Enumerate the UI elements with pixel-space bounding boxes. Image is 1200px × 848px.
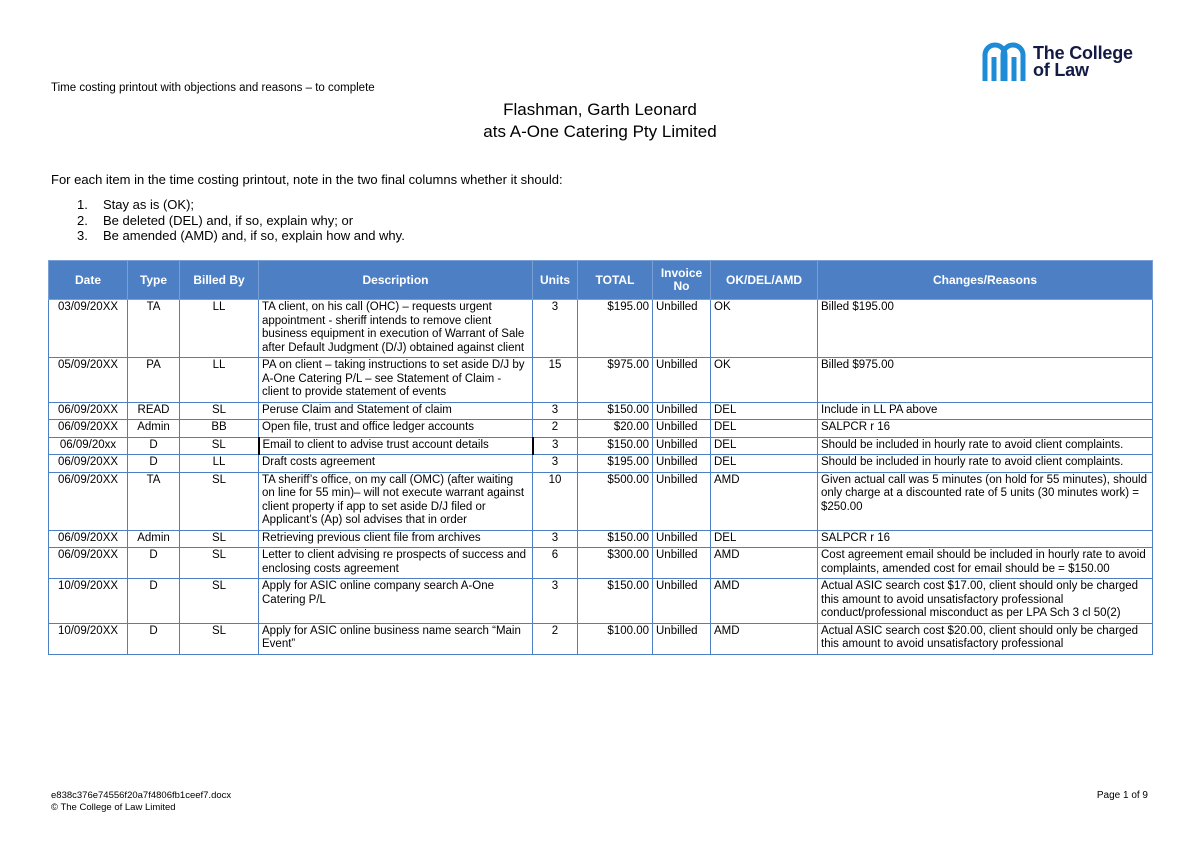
cell-type: TA [128, 472, 180, 530]
cell-invoice-no: Unbilled [653, 530, 711, 548]
cell-units: 3 [533, 437, 578, 455]
cell-date: 03/09/20XX [49, 300, 128, 358]
cell-type: D [128, 437, 180, 455]
cell-description: Draft costs agreement [259, 455, 533, 473]
cell-description: PA on client – taking instructions to set aside D/J by A-One Catering P/L – see Statement of Claim - client to provide statement of events [259, 358, 533, 403]
cell-billed-by: SL [180, 548, 259, 579]
cell-billed-by: LL [180, 455, 259, 473]
cell-date: 10/09/20XX [49, 623, 128, 654]
cell-type: READ [128, 402, 180, 420]
cell-invoice-no: Unbilled [653, 579, 711, 624]
cell-billed-by: SL [180, 402, 259, 420]
table-row [49, 623, 1153, 654]
cell-date: 06/09/20XX [49, 420, 128, 438]
cell-billed-by: LL [180, 300, 259, 358]
cell-date: 06/09/20XX [49, 455, 128, 473]
cell-billed-by: SL [180, 437, 259, 455]
column-header-type: Type [128, 261, 180, 300]
logo-line2: of Law [1033, 60, 1089, 80]
cell-invoice-no: Unbilled [653, 455, 711, 473]
college-of-law-logo [981, 38, 1133, 86]
cell-invoice-no: Unbilled [653, 420, 711, 438]
table-row [49, 437, 1153, 455]
cell-total: $300.00 [578, 548, 653, 579]
cell-type: D [128, 579, 180, 624]
cell-date: 06/09/20XX [49, 472, 128, 530]
instructions-list [51, 197, 405, 244]
cell-units: 3 [533, 530, 578, 548]
cell-description: TA client, on his call (OHC) – requests urgent appointment - sheriff intends to remove client business equipment in execution of Warrant of Sale after Default Judgment (D/J) obtained against client [259, 300, 533, 358]
cell-invoice-no: Unbilled [653, 300, 711, 358]
cell-billed-by: SL [180, 579, 259, 624]
cell-description: Apply for ASIC online business name search “Main Event” [259, 623, 533, 654]
cell-changes-reasons: Billed $195.00 [818, 300, 1153, 358]
column-header-description: Description [259, 261, 533, 300]
cell-invoice-no: Unbilled [653, 402, 711, 420]
cell-invoice-no: Unbilled [653, 437, 711, 455]
cell-description: Letter to client advising re prospects of success and enclosing costs agreement [259, 548, 533, 579]
cell-total: $100.00 [578, 623, 653, 654]
cell-changes-reasons: Should be included in hourly rate to avoid client complaints. [818, 455, 1153, 473]
cell-date: 10/09/20XX [49, 579, 128, 624]
cell-total: $150.00 [578, 530, 653, 548]
cell-billed-by: LL [180, 358, 259, 403]
instruction-item: 3. Be amended (AMD) and, if so, explain how and why. [77, 228, 405, 243]
cell-type: D [128, 455, 180, 473]
instructions-intro: For each item in the time costing printout, note in the two final columns whether it should: [51, 172, 563, 187]
logo-line1: The College [1033, 43, 1133, 63]
cell-units: 15 [533, 358, 578, 403]
table-row [49, 548, 1153, 579]
cell-units: 2 [533, 420, 578, 438]
cell-type: PA [128, 358, 180, 403]
instruction-item: 2. Be deleted (DEL) and, if so, explain why; or [77, 212, 354, 228]
cell-changes-reasons: Should be included in hourly rate to avoid client complaints. [818, 437, 1153, 455]
logo-wordmark [1033, 45, 1133, 79]
document-title-line2: ats A-One Catering Pty Limited [483, 122, 717, 141]
cell-total: $150.00 [578, 402, 653, 420]
table-row [49, 402, 1153, 420]
table-row [49, 530, 1153, 548]
table-row [49, 300, 1153, 358]
cell-invoice-no: Unbilled [653, 623, 711, 654]
cell-units: 3 [533, 579, 578, 624]
cell-changes-reasons: Given actual call was 5 minutes (on hold for 55 minutes), should only charge at a discounted rate of 5 units (30 minutes work) = $250.00 [818, 472, 1153, 530]
cell-description: TA sheriff’s office, on my call (OMC) (after waiting on line for 55 min)– will not execute warrant against client property if app to set aside D/J filed or Applicant’s (Ap) sol advises that in order [259, 472, 533, 530]
cell-billed-by: BB [180, 420, 259, 438]
cell-total: $150.00 [578, 579, 653, 624]
cell-invoice-no: Unbilled [653, 472, 711, 530]
cell-status: AMD [711, 472, 818, 530]
cell-status: DEL [711, 530, 818, 548]
column-header-date: Date [49, 261, 128, 300]
cell-description: Open file, trust and office ledger accounts [259, 420, 533, 438]
cell-date: 06/09/20XX [49, 402, 128, 420]
table-row [49, 472, 1153, 530]
cell-type: D [128, 623, 180, 654]
cell-units: 3 [533, 300, 578, 358]
cell-total: $20.00 [578, 420, 653, 438]
cell-type: TA [128, 300, 180, 358]
cell-units: 3 [533, 455, 578, 473]
cell-status: OK [711, 358, 818, 403]
cell-description: Email to client to advise trust account details [259, 437, 533, 455]
cell-total: $500.00 [578, 472, 653, 530]
footer-filename: e838c376e74556f20a7f4806fb1ceef7.docx [51, 790, 232, 801]
cell-description: Retrieving previous client file from archives [259, 530, 533, 548]
cell-total: $195.00 [578, 455, 653, 473]
cell-changes-reasons: Actual ASIC search cost $20.00, client should only be charged this amount to avoid unsatisfactory professional [818, 623, 1153, 654]
cell-total: $975.00 [578, 358, 653, 403]
column-header-status: OK/DEL/AMD [711, 261, 818, 300]
column-header-changes-reasons: Changes/Reasons [818, 261, 1153, 300]
cell-date: 06/09/20xx [49, 437, 128, 455]
cell-units: 2 [533, 623, 578, 654]
cell-units: 3 [533, 402, 578, 420]
cell-type: Admin [128, 420, 180, 438]
cell-billed-by: SL [180, 530, 259, 548]
cell-total: $195.00 [578, 300, 653, 358]
cell-total: $150.00 [578, 437, 653, 455]
cell-date: 05/09/20XX [49, 358, 128, 403]
cell-changes-reasons: Billed $975.00 [818, 358, 1153, 403]
table-row [49, 579, 1153, 624]
cell-status: DEL [711, 455, 818, 473]
cell-status: AMD [711, 623, 818, 654]
cell-status: AMD [711, 548, 818, 579]
cell-date: 06/09/20XX [49, 548, 128, 579]
instruction-item: 1. Stay as is (OK); [77, 197, 195, 212]
cell-description: Peruse Claim and Statement of claim [259, 402, 533, 420]
cell-date: 06/09/20XX [49, 530, 128, 548]
cell-changes-reasons: Include in LL PA above [818, 402, 1153, 420]
time-costing-table [48, 260, 1153, 655]
table-header-row [49, 261, 1153, 300]
document-subheading: Time costing printout with objections and reasons – to complete [51, 82, 375, 94]
cell-units: 6 [533, 548, 578, 579]
column-header-total: TOTAL [578, 261, 653, 300]
footer-page-number: Page 1 of 9 [1096, 790, 1148, 801]
cell-billed-by: SL [180, 472, 259, 530]
footer-file-info [51, 790, 231, 814]
cell-changes-reasons: SALPCR r 16 [818, 530, 1153, 548]
cell-invoice-no: Unbilled [653, 358, 711, 403]
document-title-line1: Flashman, Garth Leonard [503, 100, 697, 119]
cell-type: Admin [128, 530, 180, 548]
cell-changes-reasons: SALPCR r 16 [818, 420, 1153, 438]
cell-status: AMD [711, 579, 818, 624]
cell-status: DEL [711, 402, 818, 420]
table-row [49, 455, 1153, 473]
cell-status: DEL [711, 420, 818, 438]
college-arches-logo-icon [981, 39, 1027, 85]
cell-units: 10 [533, 472, 578, 530]
cell-description: Apply for ASIC online company search A-One Catering P/L [259, 579, 533, 624]
cell-type: D [128, 548, 180, 579]
footer-copyright: © The College of Law Limited [51, 802, 176, 813]
column-header-units: Units [533, 261, 578, 300]
column-header-invoice-no: Invoice No [653, 261, 711, 300]
cell-status: OK [711, 300, 818, 358]
column-header-billed-by: Billed By [180, 261, 259, 300]
table-body [49, 300, 1153, 655]
cell-billed-by: SL [180, 623, 259, 654]
table-row [49, 420, 1153, 438]
cell-status: DEL [711, 437, 818, 455]
cell-changes-reasons: Cost agreement email should be included in hourly rate to avoid complaints, amended cost for email should be = $150.00 [818, 548, 1153, 579]
table-row [49, 358, 1153, 403]
cell-invoice-no: Unbilled [653, 548, 711, 579]
cell-changes-reasons: Actual ASIC search cost $17.00, client should only be charged this amount to avoid unsatisfactory professional conduct/professional misconduct as per LPA Sch 3 cl 50(2) [818, 579, 1153, 624]
